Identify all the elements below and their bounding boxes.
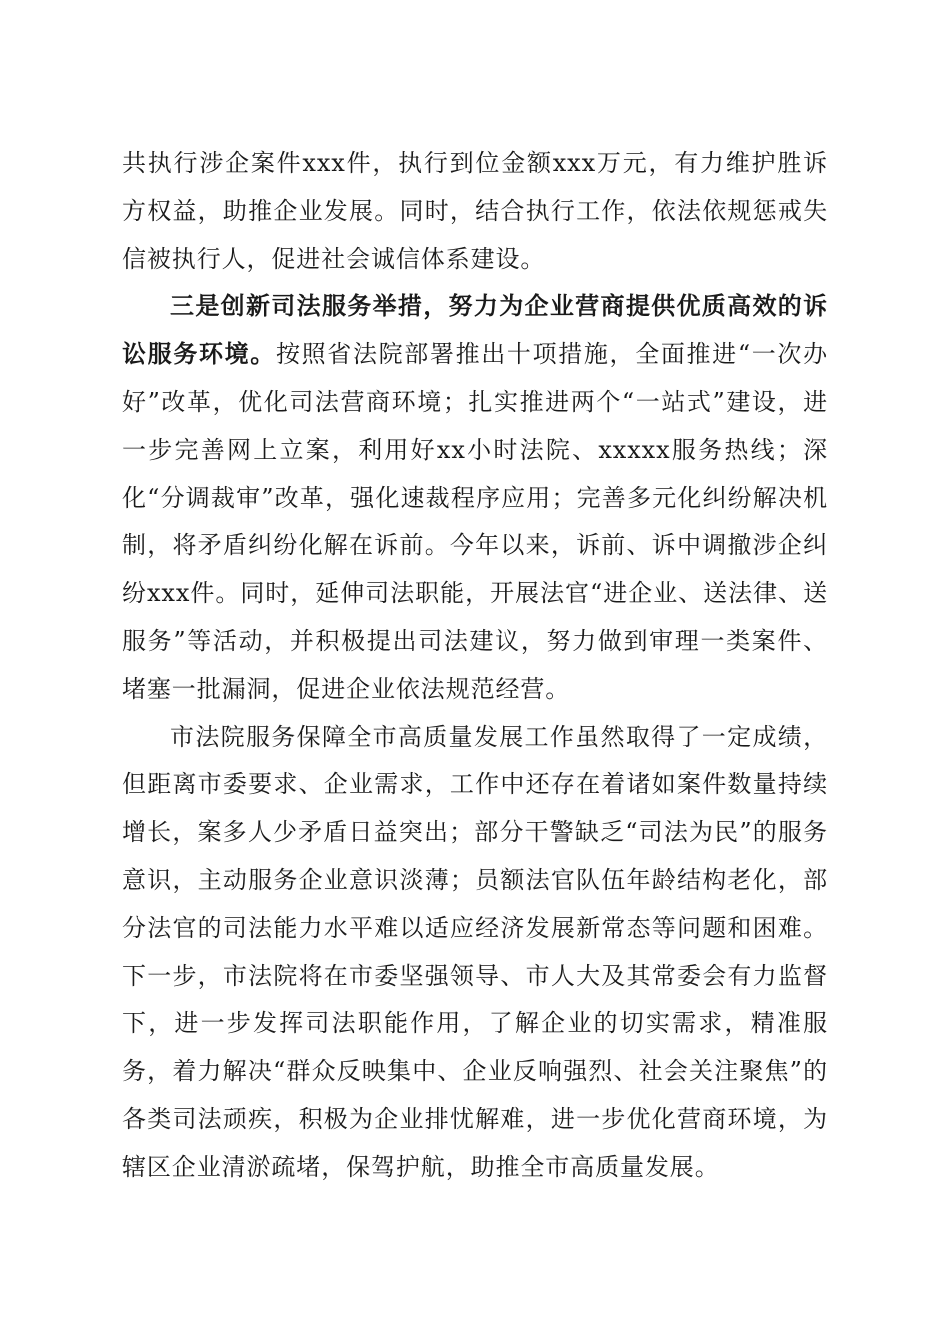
document-body <box>122 140 828 1192</box>
paragraph-body-text: 按照省法院部署推出十项措施，全面推进“一次办好”改革，优化司法营商环境；扎实推进两个“一站式”建设，进一步完善网上立案，利用好xx小时法院、xxxxx服务热线；深化“分调裁审”改革，强化速裁程序应用；完善多元化纠纷解决机制，将矛盾纠纷化解在诉前。今年以来，诉前、诉中调撤涉企纠纷xxx件。同时，延伸司法职能，开展法官“进企业、送法律、送服务”等活动，并积极提出司法建议，努力做到审理一类案件、堵塞一批漏洞，促进企业依法规范经营。 <box>122 340 828 703</box>
paragraph-continuation: 共执行涉企案件xxx件，执行到位金额xxx万元，有力维护胜诉方权益，助推企业发展。同时，结合执行工作，依法依规惩戒失信被执行人，促进社会诚信体系建设。 <box>122 149 828 273</box>
paragraph-judicial-services <box>122 283 828 713</box>
paragraph-lead-heading: 三是创新司法服务举措，努力为企业营商提供优质高效的诉讼服务环境。 <box>122 292 828 369</box>
paragraph-summary: 市法院服务保障全市高质量发展工作虽然取得了一定成绩，但距离市委要求、企业需求，工作中还存在着诸如案件数量持续增长，案多人少矛盾日益突出；部分干警缺乏“司法为民”的服务意识，主动服务企业意识淡薄；员额法官队伍年龄结构老化，部分法官的司法能力水平难以适应经济发展新常态等问题和困难。下一步，市法院将在市委坚强领导、市人大及其常委会有力监督下，进一步发挥司法职能作用，了解企业的切实需求，精准服务，着力解决“群众反映集中、企业反响强烈、社会关注聚焦”的各类司法顽疾，积极为企业排忧解难，进一步优化营商环境，为辖区企业清淤疏堵，保驾护航，助推全市高质量发展。 <box>122 722 828 1181</box>
